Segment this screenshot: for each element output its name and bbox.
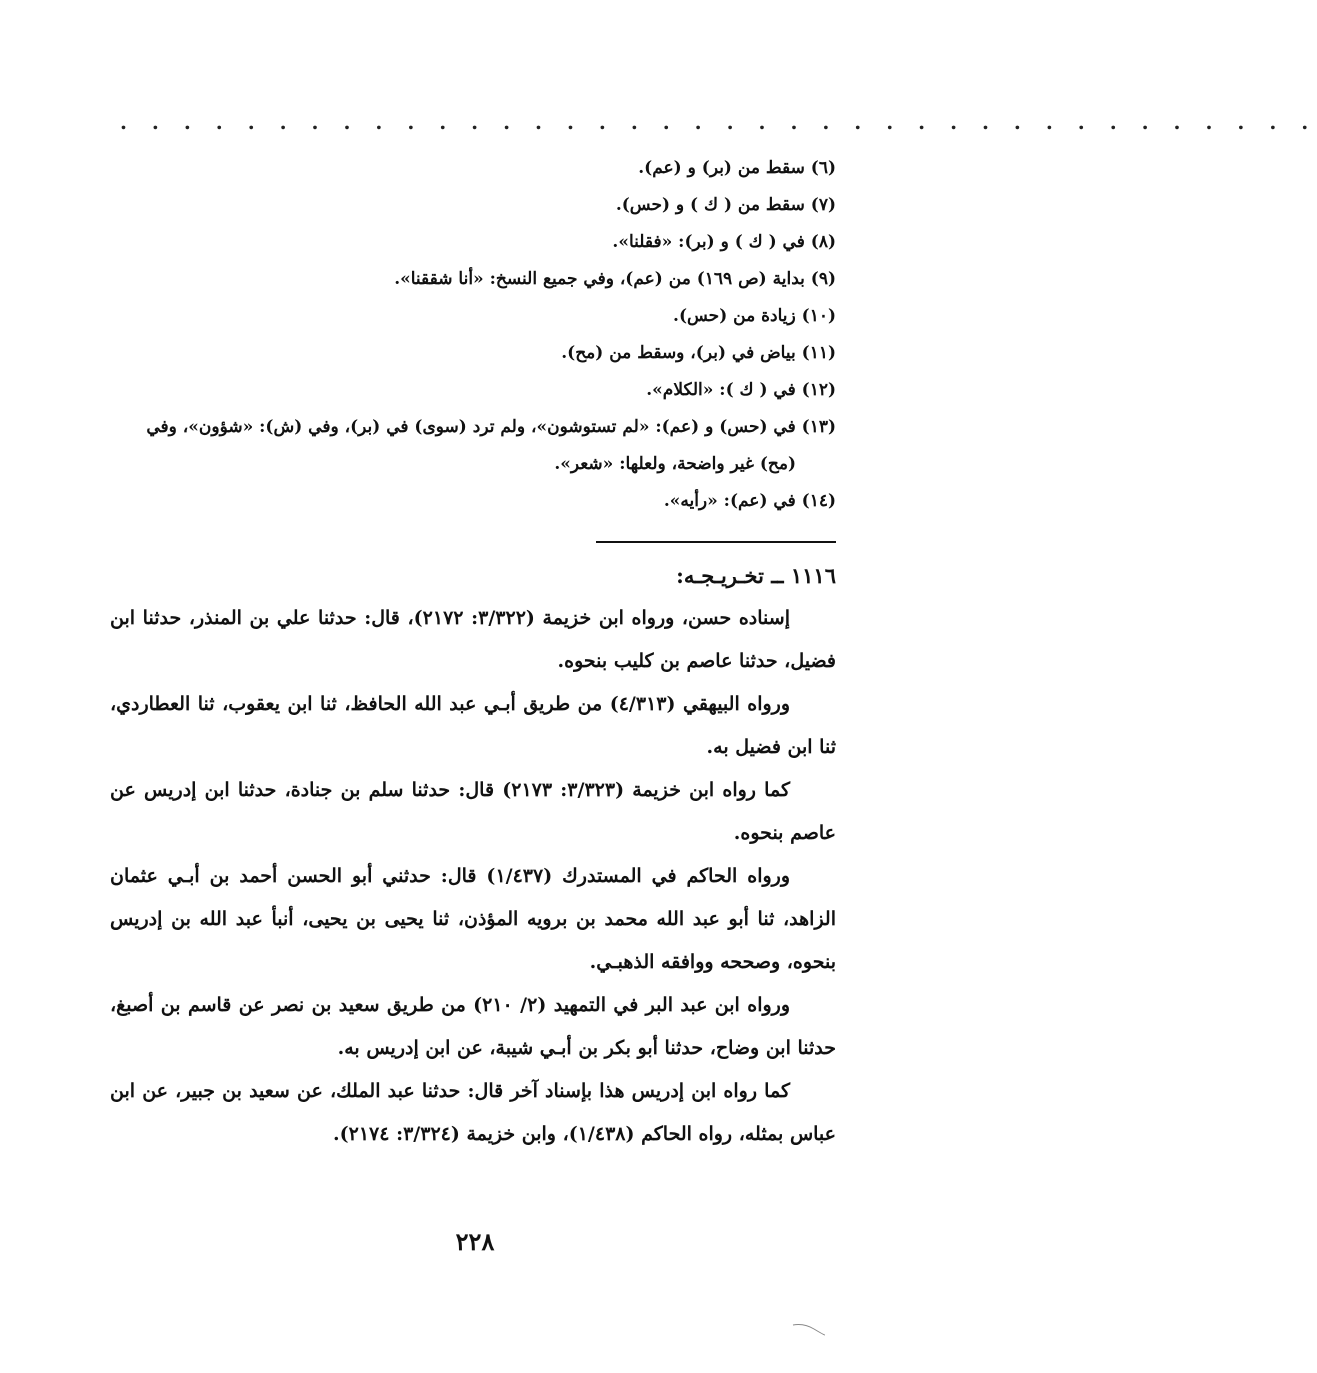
paragraph-4: ورواه الحاكم في المستدرك (١/٤٣٧) قال: حدثني أبو الحسن أحمد بن أبـي عثمان الزاهد، ثنا أبو عبد الله محمد بن برويه المؤذن، ثنا يحيى بن يحيى، أنبأ عبد الله بن إدريس بنحوه، وصححه ووافقه الذهبـي. xyxy=(110,865,836,973)
scan-mark xyxy=(792,1322,826,1336)
footnote-9: (٩) بداية (ص ١٦٩) من (عم)، وفي جميع النسخ: «أنا شققنا». xyxy=(394,269,836,289)
body-text xyxy=(110,597,836,1156)
footnote-14: (١٤) في (عم): «رأيه». xyxy=(663,491,836,511)
paragraph-2: ورواه البيهقي (٤/٣١٣) من طريق أبـي عبد الله الحافظ، ثنا ابن يعقوب، ثنا العطاردي، ثنا ابن فضيل به. xyxy=(110,693,836,758)
footnote-13-continuation: (مح) غير واضحة، ولعلها: «شعر». xyxy=(554,454,796,474)
footnote-13: (١٣) في (حس) و (عم): «لم تستوشون»، ولم ترد (سوى) في (بر)، وفي (ش): «شؤون»، وفي xyxy=(146,417,836,437)
page-number: ٢٢٨ xyxy=(455,1227,495,1256)
separator-dots: . . . . . . . . . . . . . . . . . . . . . . . . . . . . . . . . . . . . . . xyxy=(120,110,1317,134)
paragraph-6: كما رواه ابن إدريس هذا بإسناد آخر قال: حدثنا عبد الملك، عن سعيد بن جبير، عن ابن عباس بمثله، رواه الحاكم (١/٤٣٨)، وابن خزيمة (٣/٣٢٤: ٢١٧٤). xyxy=(110,1080,836,1145)
footnotes xyxy=(110,150,836,520)
paragraph-1: إسناده حسن، ورواه ابن خزيمة (٣/٣٢٢: ٢١٧٢)، قال: حدثنا علي بن المنذر، حدثنا ابن فضيل، حدثنا عاصم بن كليب بنحوه. xyxy=(110,607,836,672)
footnote-7: (٧) سقط من ( ك ) و (حس). xyxy=(615,195,836,215)
footnote-8: (٨) في ( ك ) و (بر): «فقلنا». xyxy=(612,232,836,252)
footnote-10: (١٠) زيادة من (حس). xyxy=(673,306,836,326)
section-divider xyxy=(596,541,836,543)
footnote-11: (١١) بياض في (بر)، وسقط من (مح). xyxy=(561,343,836,363)
footnote-6: (٦) سقط من (بر) و (عم). xyxy=(638,158,836,178)
footnote-12: (١٢) في ( ك ): «الكلام». xyxy=(646,380,836,400)
paragraph-5: ورواه ابن عبد البر في التمهيد (٢/ ٢١٠) من طريق سعيد بن نصر عن قاسم بن أصبغ، حدثنا ابن وضاح، حدثنا أبو بكر بن أبـي شيبة، عن ابن إدريس به. xyxy=(110,994,836,1059)
section-title: ١١١٦ ــ تخـريـجـه: xyxy=(676,563,836,588)
paragraph-3: كما رواه ابن خزيمة (٣/٣٢٣: ٢١٧٣) قال: حدثنا سلم بن جنادة، حدثنا ابن إدريس عن عاصم بنحوه. xyxy=(110,779,836,844)
